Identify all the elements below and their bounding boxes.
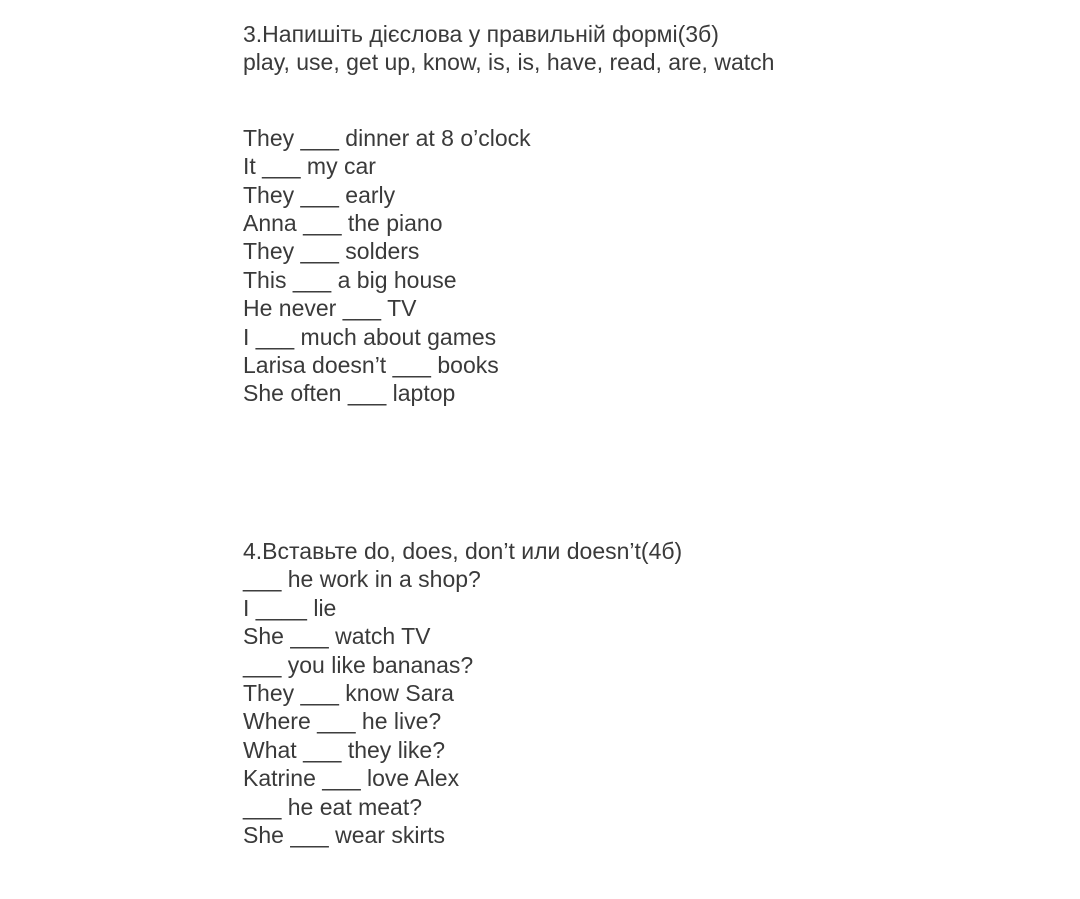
exercise-4-sentence: Where ___ he live? [243,708,442,735]
exercise-4 [243,537,682,849]
exercise-3-sentence: Larisa doesn’t ___ books [243,351,499,378]
exercise-3-word-bank: play, use, get up, know, is, is, have, read, are, watch [243,49,775,76]
exercise-4-sentence: I ____ lie [243,594,337,621]
exercise-4-heading: 4.Вставьте do, does, don’t или doesn’t(4б) [243,538,683,564]
exercise-4-sentence: Katrine ___ love Alex [243,765,460,792]
exercise-3-sentence: He never ___ TV [243,295,417,322]
spacer [243,77,774,124]
exercise-4-sentence: ___ he work in a shop? [243,566,481,593]
exercise-3-sentence: They ___ early [243,181,396,208]
exercise-3-sentence: It ___ my car [243,153,376,180]
exercise-4-sentence: She ___ wear skirts [243,821,445,848]
exercise-4-sentence: She ___ watch TV [243,623,431,650]
exercise-4-sentence: They ___ know Sara [243,679,454,706]
exercise-4-sentence: What ___ they like? [243,736,446,763]
exercise-3-sentence: She often ___ laptop [243,380,456,407]
exercise-3-sentence: I ___ much about games [243,323,497,350]
exercise-3-sentence: They ___ dinner at 8 o’clock [243,124,531,151]
exercise-3-heading: 3.Напишіть дієслова у правильній формі(3б) [243,21,719,47]
exercise-3-sentence: They ___ solders [243,238,420,265]
exercise-3-sentence: Anna ___ the piano [243,209,443,236]
exercise-4-sentence: ___ he eat meat? [243,793,423,820]
exercise-4-sentence: ___ you like bananas? [243,651,474,678]
exercise-3-sentence: This ___ a big house [243,266,457,293]
exercise-3 [243,20,774,408]
